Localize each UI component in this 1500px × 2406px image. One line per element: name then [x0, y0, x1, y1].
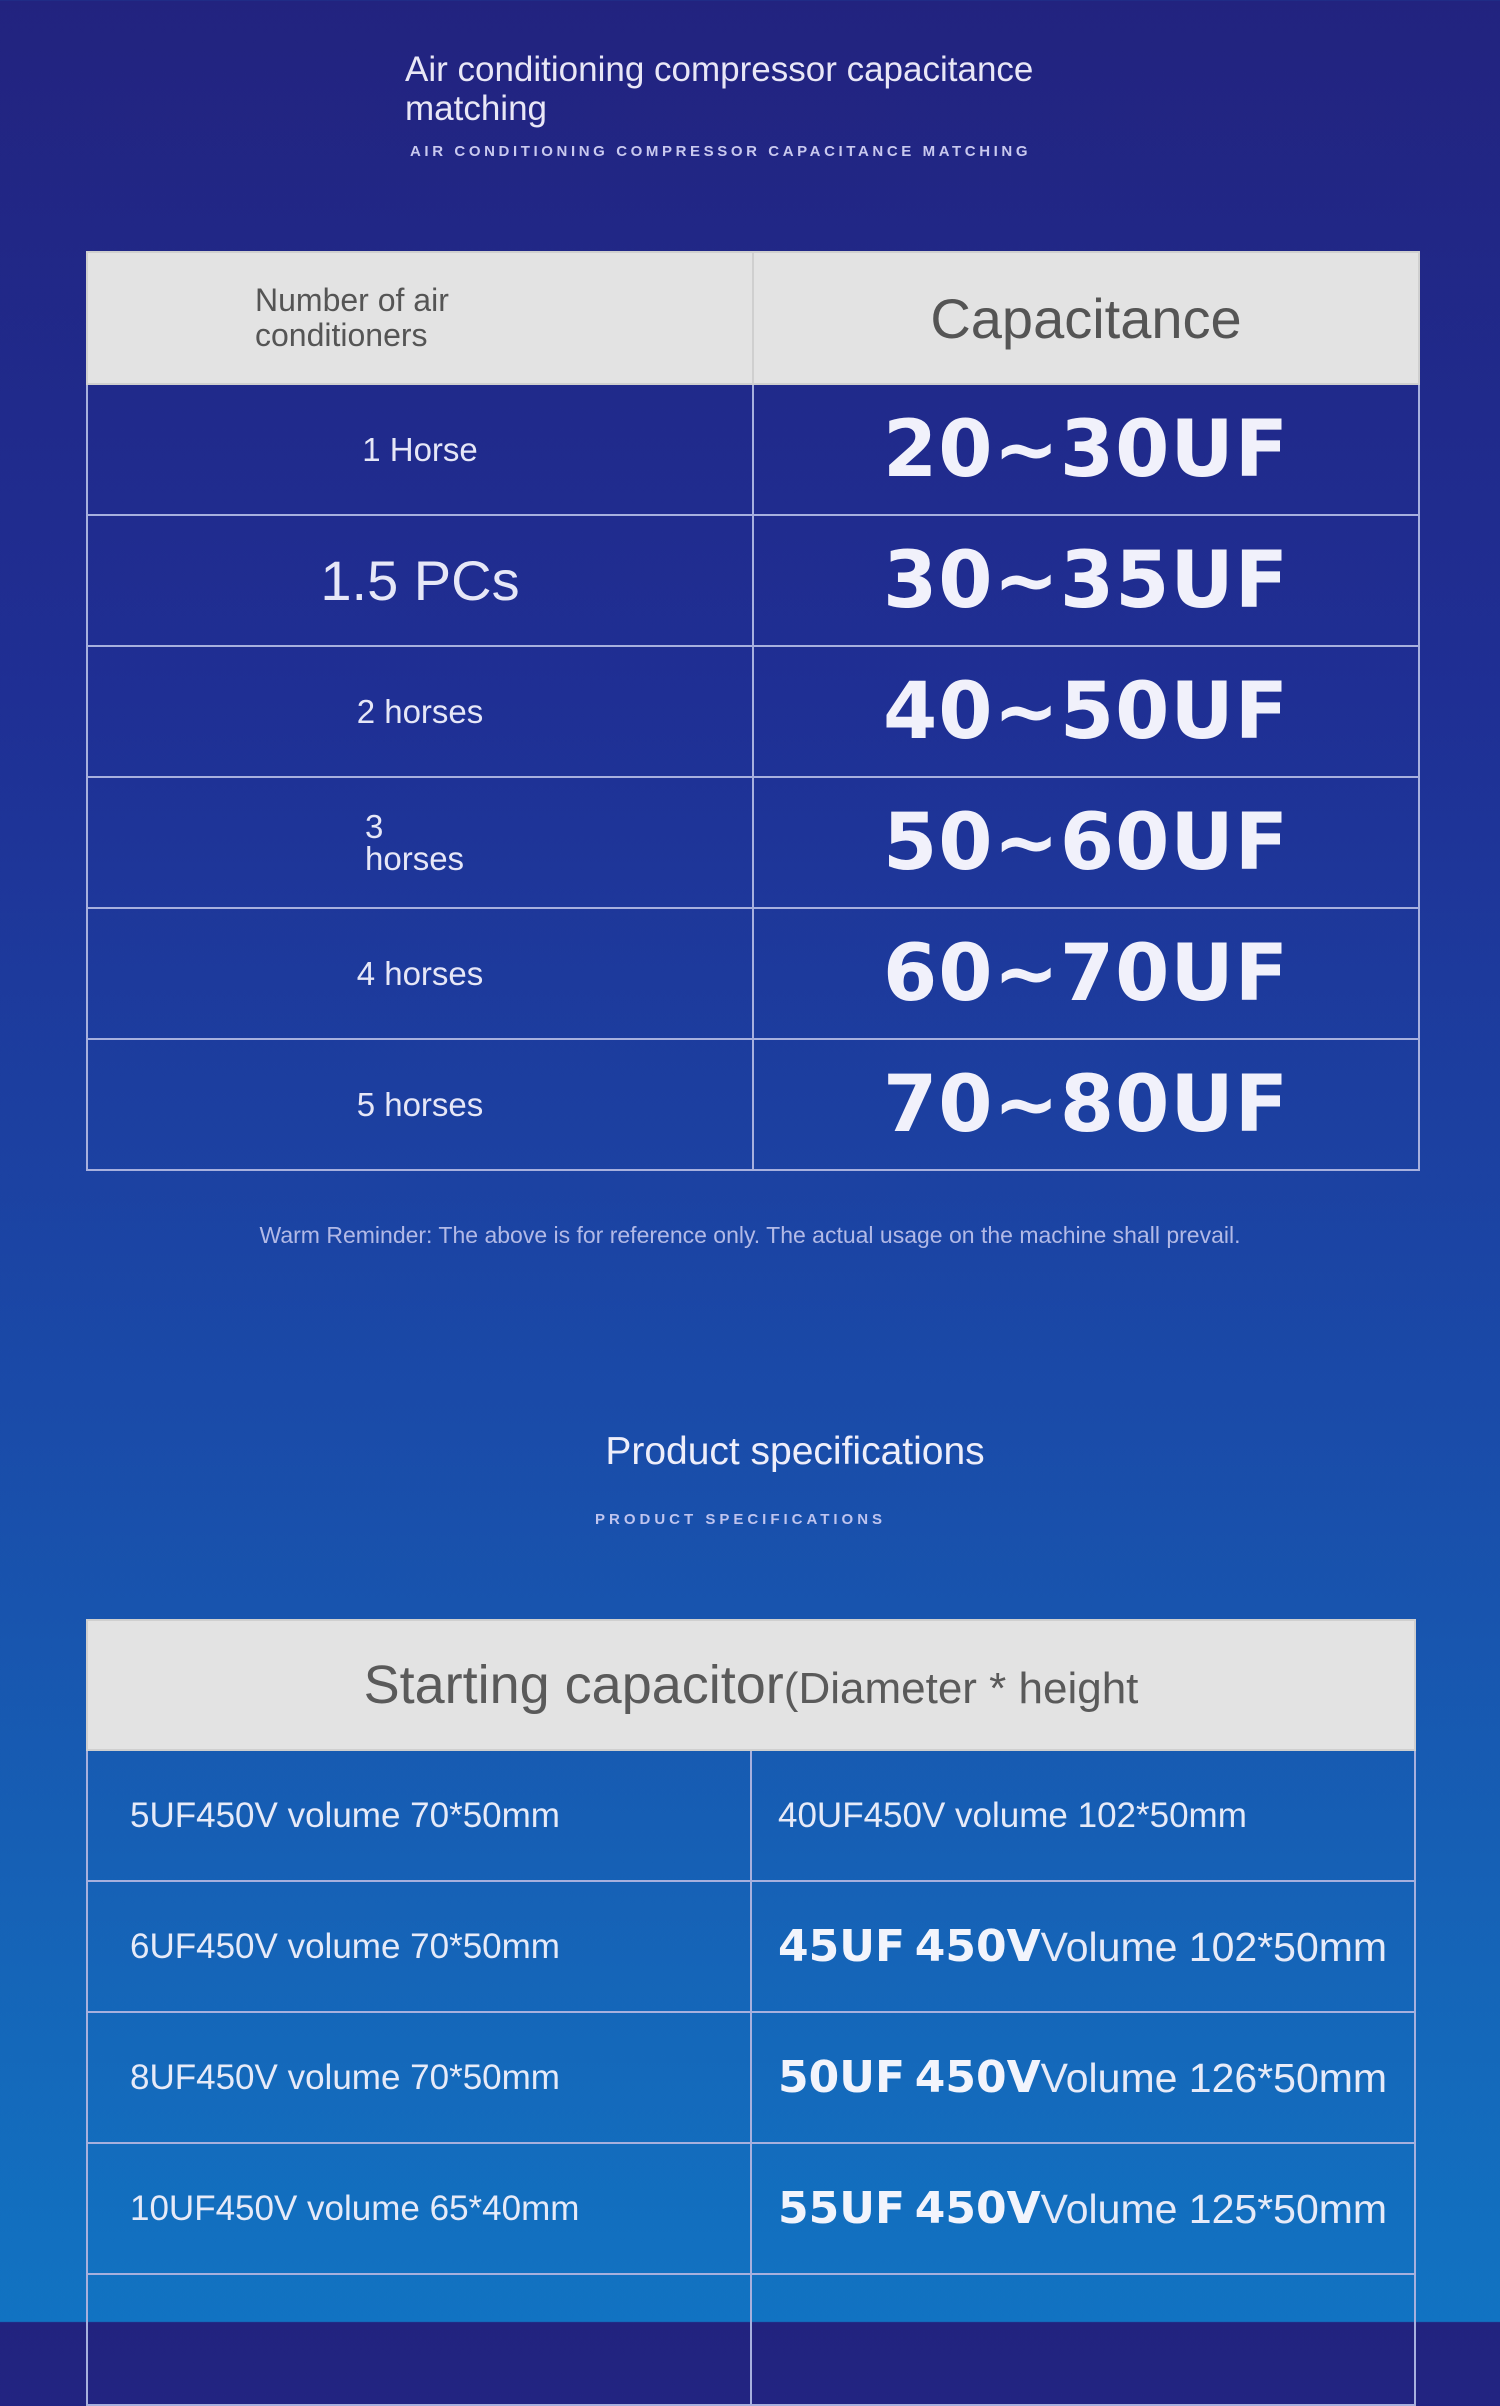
units-cell [87, 908, 753, 1039]
spec-cell [87, 1881, 751, 2012]
section-subtitle: AIR CONDITIONING COMPRESSOR CAPACITANCE MATCHING [410, 143, 1032, 160]
spec-volume: Volume 125*50mm [1040, 2186, 1388, 2232]
capacitance-cell [753, 908, 1419, 1039]
table-row [87, 2012, 1415, 2143]
spec-volume: Volume 102*50mm [1040, 1924, 1388, 1970]
product-specs-subtitle: PRODUCT SPECIFICATIONS [595, 1511, 887, 1528]
capacitance-cell [753, 1039, 1419, 1170]
spec-cell [751, 2143, 1415, 2274]
table-header-row [87, 1620, 1415, 1750]
spec-text: 5UF450V volume 70*50mm [130, 1795, 560, 1835]
header-units-label: Number of air conditioners [255, 282, 449, 353]
spec-capacitance: 50UF [778, 2052, 906, 2103]
specs-table [86, 1619, 1416, 2406]
header-cell-capacitance [753, 252, 1419, 384]
spec-cell [751, 2274, 1415, 2405]
specs-header-title: Starting capacitor [363, 1655, 784, 1715]
spec-cell [87, 1750, 751, 1881]
section-title: Air conditioning compressor capacitance matching [405, 50, 1034, 128]
capacitance-value: 60~70UF [882, 928, 1290, 1019]
table-row [87, 2143, 1415, 2274]
spec-capacitance: 45UF [778, 1921, 906, 1972]
spec-cell [87, 2274, 751, 2405]
units-label: 1.5 PCs [320, 549, 520, 612]
table-row [87, 515, 1419, 646]
table-row [87, 908, 1419, 1039]
spec-voltage: 450V [914, 1921, 1041, 1972]
spec-voltage: 450V [914, 2052, 1041, 2103]
table-row [87, 646, 1419, 777]
units-label: 3 horses [365, 807, 465, 877]
units-cell [87, 777, 753, 908]
units-label: 4 horses [356, 954, 484, 992]
capacitance-value: 40~50UF [882, 666, 1290, 757]
table-header-row [87, 252, 1419, 384]
spec-cell [87, 2012, 751, 2143]
capacitance-cell [753, 646, 1419, 777]
capacitance-cell [753, 515, 1419, 646]
capacitance-table [86, 251, 1420, 1171]
units-label: 1 Horse [362, 430, 478, 468]
spec-volume: Volume 126*50mm [1040, 2055, 1388, 2101]
units-cell [87, 1039, 753, 1170]
spec-cell [751, 1881, 1415, 2012]
spec-cell [751, 2012, 1415, 2143]
capacitance-value: 50~60UF [882, 797, 1290, 888]
spec-text: 8UF450V volume 70*50mm [130, 2057, 560, 2097]
capacitance-value: 20~30UF [882, 404, 1290, 495]
units-cell [87, 515, 753, 646]
table-row [87, 1881, 1415, 2012]
spec-text: 10UF450V volume 65*40mm [130, 2188, 580, 2228]
table-row [87, 777, 1419, 908]
table-row [87, 2274, 1415, 2405]
spec-capacitance: 55UF [778, 2183, 906, 2234]
units-label: 5 horses [356, 1085, 484, 1123]
capacitance-value: 30~35UF [882, 535, 1290, 626]
units-cell [87, 646, 753, 777]
units-cell [87, 384, 753, 515]
specs-header-cell [87, 1620, 1415, 1750]
spec-text: 6UF450V volume 70*50mm [130, 1926, 560, 1966]
table-row [87, 1750, 1415, 1881]
specs-header-dimension: (Diameter * height [783, 1664, 1139, 1713]
spec-text: 40UF450V volume 102*50mm [778, 1795, 1247, 1835]
product-specs-title: Product specifications [605, 1430, 985, 1473]
capacitance-cell [753, 384, 1419, 515]
warm-reminder: Warm Reminder: The above is for reference only. The actual usage on the machine shall prevail. [259, 1222, 1241, 1248]
table-row [87, 1039, 1419, 1170]
capacitance-value: 70~80UF [882, 1059, 1290, 1150]
capacitance-cell [753, 777, 1419, 908]
spec-voltage: 450V [914, 2183, 1041, 2234]
units-label: 2 horses [356, 692, 484, 730]
header-capacitance-label: Capacitance [930, 286, 1242, 350]
header-cell-units [87, 252, 753, 384]
spec-cell [751, 1750, 1415, 1881]
spec-cell [87, 2143, 751, 2274]
table-row [87, 384, 1419, 515]
